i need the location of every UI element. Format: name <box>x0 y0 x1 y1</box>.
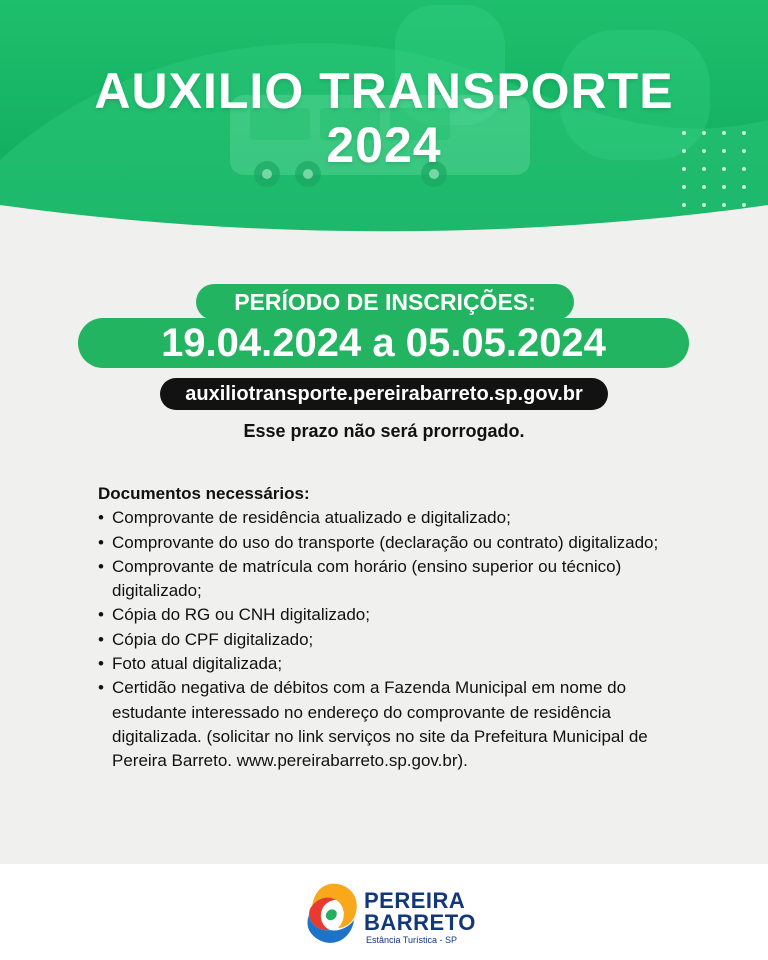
logo-text-line-1: PEREIRA <box>364 888 466 913</box>
website-link[interactable]: auxiliotransporte.pereirabarreto.sp.gov.br <box>160 378 608 410</box>
logo-text-line-2: BARRETO <box>364 910 476 935</box>
list-item <box>98 628 698 652</box>
documents-list <box>98 506 698 773</box>
list-item <box>98 603 698 627</box>
document-item-text: Comprovante do uso do transporte (declaração ou contrato) digitalizado; <box>112 532 659 552</box>
list-item <box>98 652 698 676</box>
bullet-icon: • <box>98 508 104 528</box>
bullet-icon: • <box>98 532 104 552</box>
page-title <box>0 64 768 172</box>
document-item-text: Comprovante de matrícula com horário (ensino superior ou técnico) digitalizado; <box>112 556 622 601</box>
document-item-text: Cópia do CPF digitalizado; <box>112 629 314 649</box>
document-item-text: Foto atual digitalizada; <box>112 654 283 674</box>
list-item <box>98 531 698 555</box>
pereira-barreto-logo <box>300 878 480 950</box>
logo-subtitle: Estância Turística - SP <box>366 935 458 945</box>
documents-section <box>98 482 698 774</box>
title-line-1: AUXILIO TRANSPORTE <box>94 63 674 119</box>
swirl-logo-icon <box>300 878 364 950</box>
header-banner <box>0 0 768 240</box>
deadline-note: Esse prazo não será prorrogado. <box>243 421 525 441</box>
registration-period-dates: 19.04.2024 a 05.05.2024 <box>78 318 689 368</box>
registration-period-label: PERÍODO DE INSCRIÇÕES: <box>196 284 574 320</box>
document-item-text: Comprovante de residência atualizado e digitalizado; <box>112 508 511 528</box>
title-line-2: 2024 <box>326 117 442 173</box>
list-item <box>98 676 698 773</box>
bullet-icon: • <box>98 654 104 674</box>
bullet-icon: • <box>98 556 104 576</box>
list-item <box>98 506 698 530</box>
bullet-icon: • <box>98 678 104 698</box>
document-item-text: Certidão negativa de débitos com a Fazenda Municipal em nome do estudante interessado no endereço do comprovante de residência digitalizada. (solicitar no link serviços no site da Prefeitura Municipal de Pereira Barreto. www.pereirabarreto.sp.gov.br). <box>112 678 648 771</box>
bullet-icon: • <box>98 629 104 649</box>
bullet-icon: • <box>98 605 104 625</box>
documents-heading: Documentos necessários: <box>98 484 310 503</box>
document-item-text: Cópia do RG ou CNH digitalizado; <box>112 605 370 625</box>
list-item <box>98 555 698 604</box>
